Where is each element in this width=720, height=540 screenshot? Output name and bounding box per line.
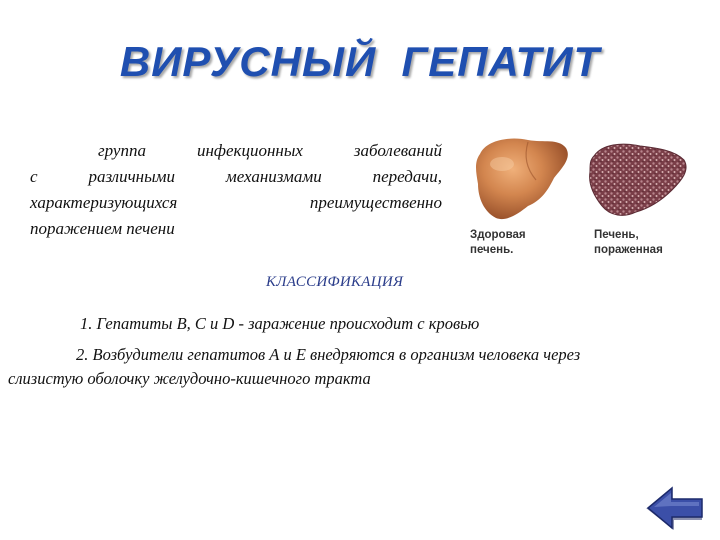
classification-heading: КЛАССИФИКАЦИЯ (266, 274, 404, 290)
definition-line: поражением печени (30, 219, 175, 238)
back-button[interactable] (644, 484, 706, 532)
definition-line: с различными механизмами передачи, (30, 167, 442, 186)
page-title: ВИРУСНЫЙ ГЕПАТИТ (119, 38, 601, 85)
classification-item-1: 1. Гепатиты В, С и D - заражение происходит с кровью (80, 314, 480, 333)
classification-item-2-line-2: слизистую оболочку желудочно-кишечного тракта (8, 369, 371, 388)
definition-text (30, 138, 442, 242)
healthy-liver-image (466, 134, 574, 226)
classification-item-2-line-1: 2. Возбудители гепатитов А и Е внедряются в организм человека через (76, 345, 581, 364)
damaged-liver-caption: Печень, пораженная (594, 229, 663, 256)
healthy-liver-caption: Здоровая печень. (470, 229, 526, 256)
arrow-left-icon (644, 484, 706, 532)
definition-line: характеризующихся преимущественно (30, 193, 442, 212)
definition-line: группа инфекционных заболеваний (98, 141, 442, 160)
damaged-liver-image (586, 138, 690, 224)
